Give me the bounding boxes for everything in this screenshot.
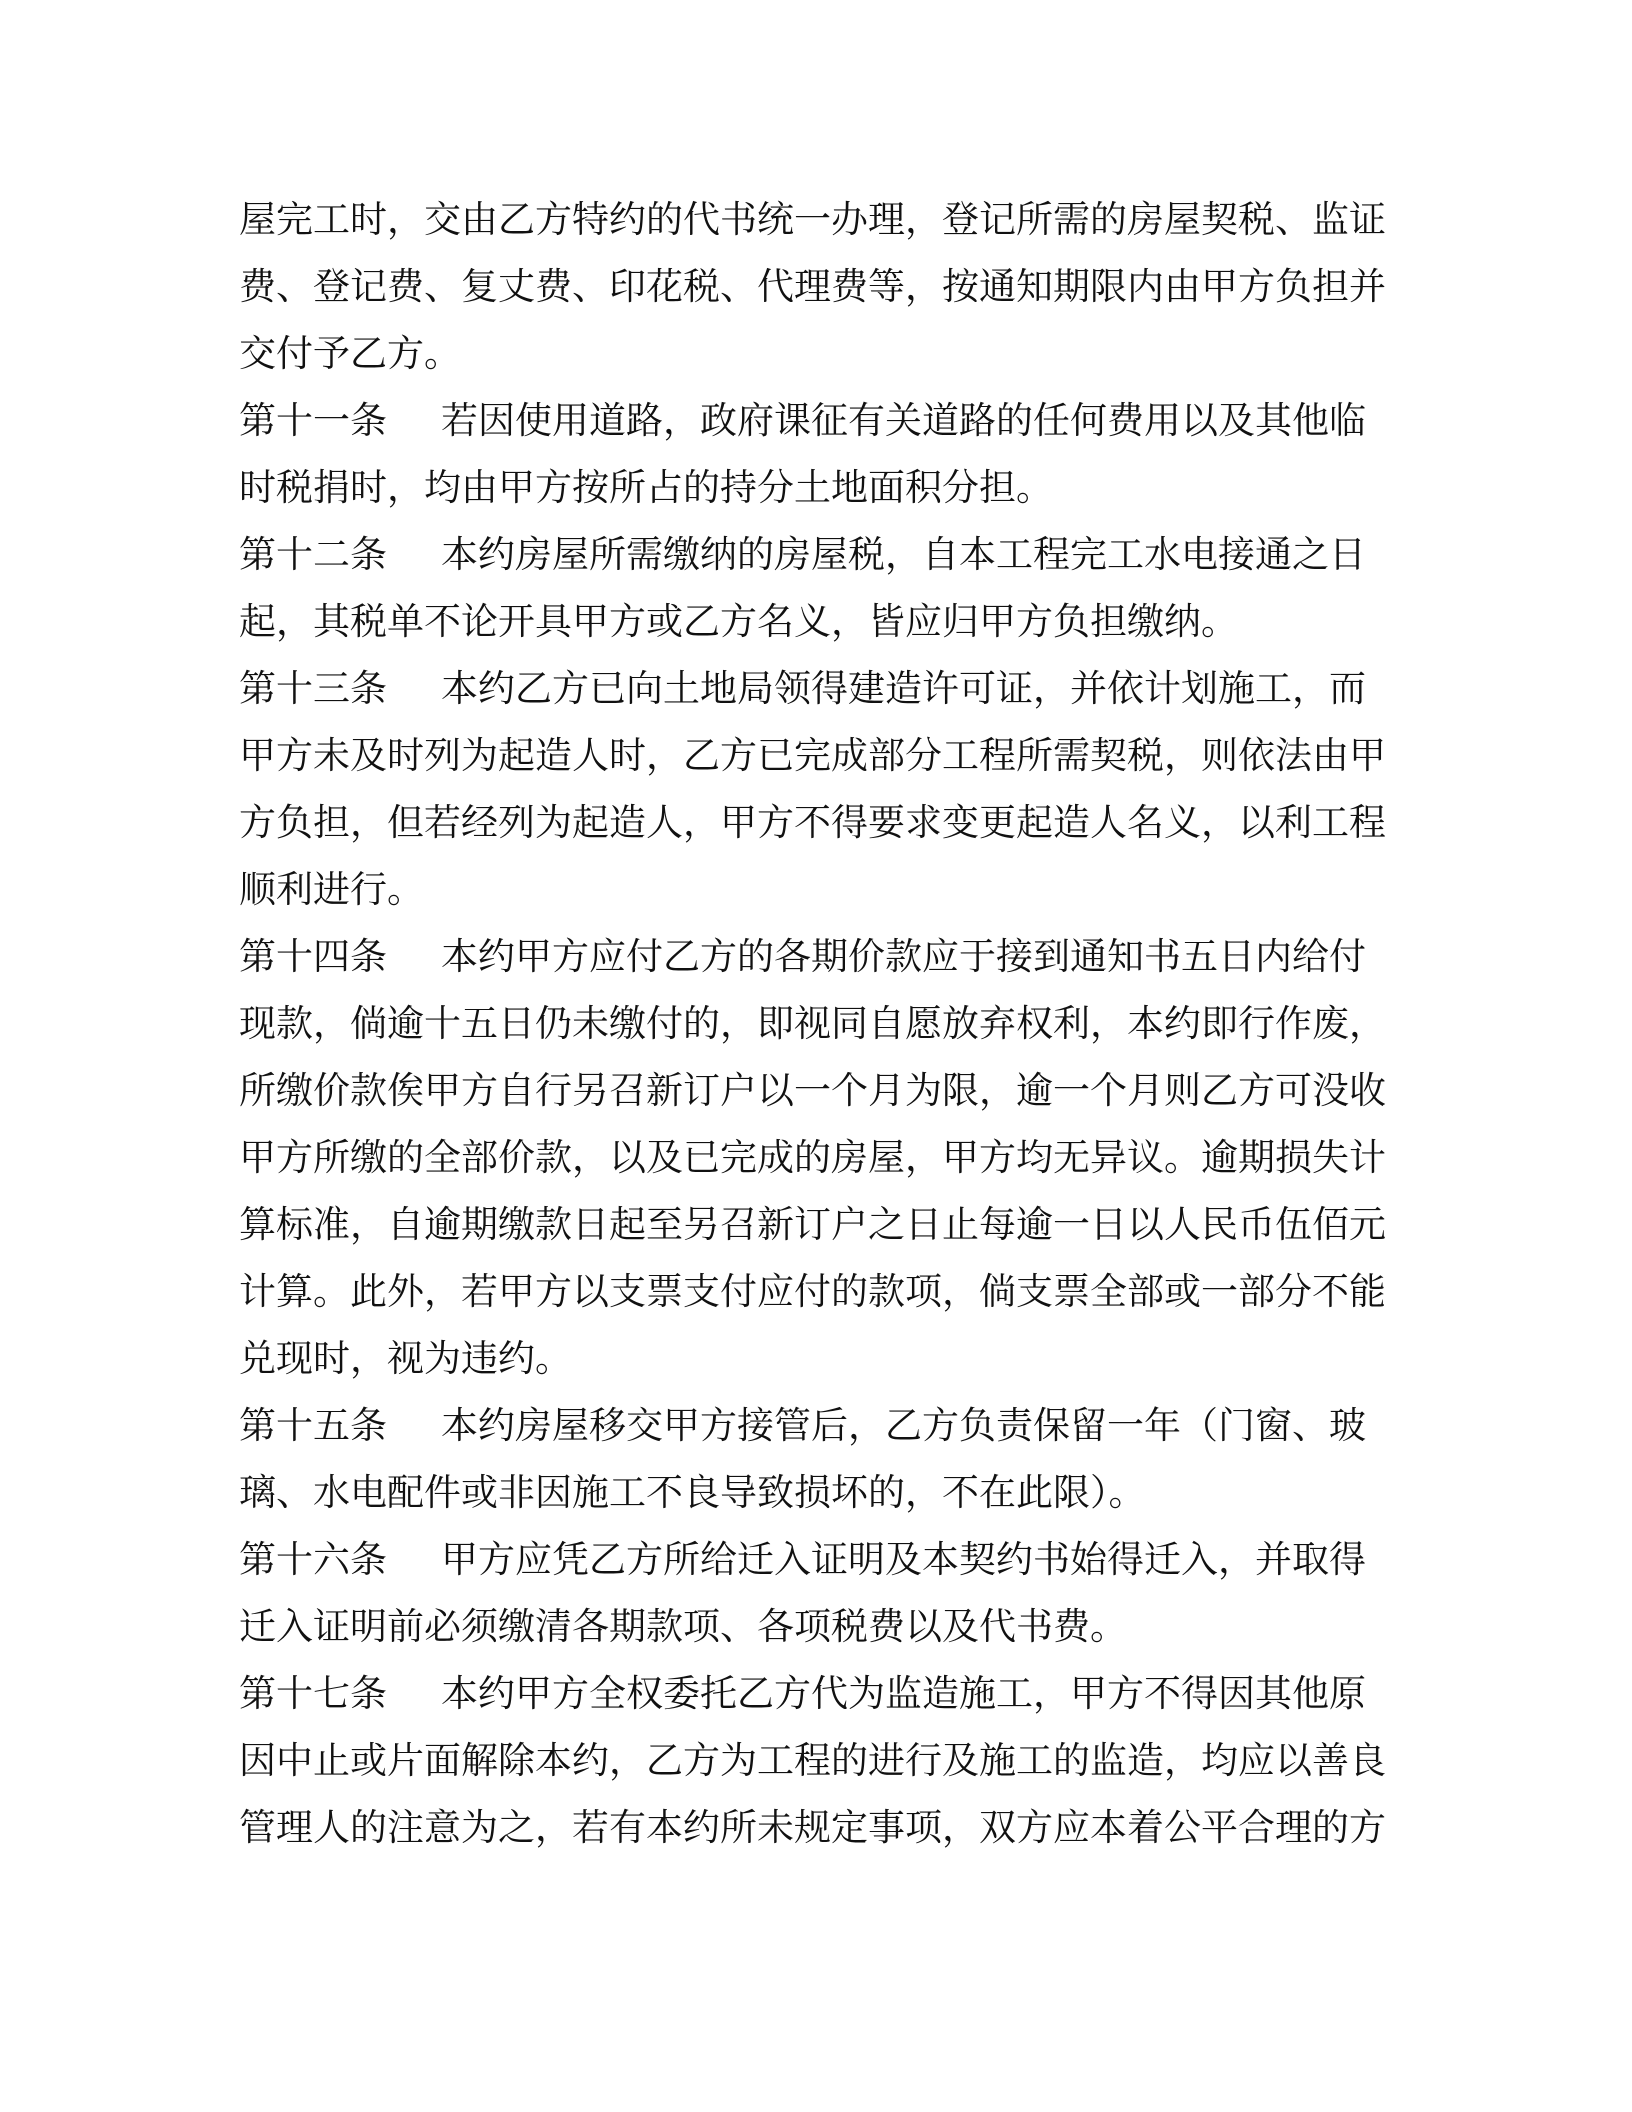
article-text: 本约甲方应付乙方的各期价款应于接到通知书五日内给付 — [441, 935, 1366, 978]
text-line: 甲方未及时列为起造人时，乙方已完成部分工程所需契税，则依法由甲 — [239, 734, 1386, 777]
article-16-line — [239, 1526, 1389, 1593]
text-line: 计算。此外，若甲方以支票支付应付的款项，倘支票全部或一部分不能 — [239, 1270, 1386, 1313]
article-number: 第十六条 — [239, 1538, 387, 1581]
text-line: 交付予乙方。 — [239, 332, 461, 375]
article-12-line — [239, 521, 1389, 588]
text-line: 所缴价款俟甲方自行另召新订户以一个月为限，逾一个月则乙方可没收 — [239, 1069, 1386, 1112]
article-text: 本约房屋所需缴纳的房屋税，自本工程完工水电接通之日 — [441, 533, 1366, 576]
text-line: 现款，倘逾十五日仍未缴付的，即视同自愿放弃权利，本约即行作废， — [239, 1002, 1386, 1045]
text-line: 甲方所缴的全部价款，以及已完成的房屋，甲方均无异议。逾期损失计 — [239, 1136, 1386, 1179]
article-number: 第十七条 — [239, 1672, 387, 1715]
text-line: 迁入证明前必须缴清各期款项、各项税费以及代书费。 — [239, 1605, 1127, 1648]
article-number: 第十一条 — [239, 399, 387, 442]
text-line: 顺利进行。 — [239, 868, 424, 911]
text-line: 起，其税单不论开具甲方或乙方名义，皆应归甲方负担缴纳。 — [239, 600, 1238, 643]
text-line: 璃、水电配件或非因施工不良导致损坏的，不在此限）。 — [239, 1471, 1146, 1514]
article-13-line — [239, 655, 1389, 722]
article-text: 本约房屋移交甲方接管后，乙方负责保留一年（门窗、玻 — [441, 1404, 1366, 1447]
article-text: 甲方应凭乙方所给迁入证明及本契约书始得迁入，并取得 — [441, 1538, 1366, 1581]
text-line: 管理人的注意为之，若有本约所未规定事项，双方应本着公平合理的方 — [239, 1806, 1386, 1849]
article-11-line — [239, 387, 1389, 454]
text-line: 费、登记费、复丈费、印花税、代理费等，按通知期限内由甲方负担并 — [239, 265, 1386, 308]
document-body — [239, 186, 1389, 1861]
text-line: 因中止或片面解除本约，乙方为工程的进行及施工的监造，均应以善良 — [239, 1739, 1386, 1782]
text-line: 屋完工时，交由乙方特约的代书统一办理，登记所需的房屋契税、监证 — [239, 198, 1386, 241]
article-number: 第十四条 — [239, 935, 387, 978]
text-line: 兑现时，视为违约。 — [239, 1337, 572, 1380]
article-15-line — [239, 1392, 1389, 1459]
text-line: 算标准，自逾期缴款日起至另召新订户之日止每逾一日以人民币伍佰元 — [239, 1203, 1386, 1246]
article-number: 第十三条 — [239, 667, 387, 710]
article-number: 第十五条 — [239, 1404, 387, 1447]
text-line: 时税捐时，均由甲方按所占的持分土地面积分担。 — [239, 466, 1053, 509]
article-text: 本约甲方全权委托乙方代为监造施工，甲方不得因其他原 — [441, 1672, 1366, 1715]
article-17-line — [239, 1660, 1389, 1727]
article-14-line — [239, 923, 1389, 990]
article-text: 本约乙方已向土地局领得建造许可证，并依计划施工，而 — [441, 667, 1366, 710]
article-text: 若因使用道路，政府课征有关道路的任何费用以及其他临 — [441, 399, 1366, 442]
article-number: 第十二条 — [239, 533, 387, 576]
text-line: 方负担，但若经列为起造人，甲方不得要求变更起造人名义，以利工程 — [239, 801, 1386, 844]
